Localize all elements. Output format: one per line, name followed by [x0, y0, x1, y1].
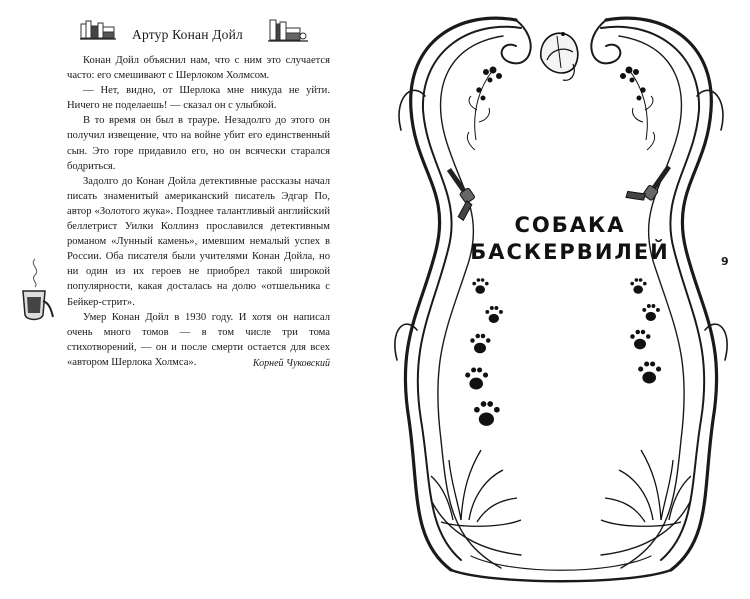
art-nouveau-frame	[391, 0, 731, 585]
book-title-line-2: БАСКЕРВИЛЕЙ	[470, 240, 670, 264]
body-text	[67, 53, 330, 370]
page-number: 9	[721, 255, 729, 268]
byline: Корней Чуковский	[252, 358, 330, 369]
book-title	[470, 212, 670, 266]
tobacco-pipe-icon	[15, 255, 55, 327]
paw-print-icon	[465, 278, 661, 426]
paragraph: В то время он был в трауре. Незадолго до этого он получил извещение, что на войне убит его единственный сын. Это горе придавило его, но он всячески старался бодриться.	[67, 115, 330, 172]
deerstalker-hat-icon	[541, 32, 578, 80]
grass-tuft-icon	[431, 450, 691, 526]
right-page	[375, 0, 750, 599]
book-title-line-1: СОБАКА	[514, 213, 626, 237]
running-head	[0, 26, 375, 44]
paragraph: Задолго до Конан Дойла детективные рассказы начал писать знаменитый американский писатель Эдгар По, автор «Золотого жука». Позднее талантливый английский беллетрист Уилки Коллинз прославился детективным романом «Лунный камень», имевшим немалый успех в России. Оба писателя были учителями Конан Дойла, но ни один из их героев не приобрел такой широкой популярности, какая досталась на долю «отшельника с Бейкер-стрит».	[67, 175, 330, 308]
paragraph: — Нет, видно, от Шерлока мне никуда не уйти. Ничего не поделаешь! — сказал он с улыбкой.	[67, 85, 330, 112]
paragraph: Умер Конан Дойл в 1930 году. И хотя он написал очень много томов — в том числе три тома стихотворений, — он и после смерти остается для всех «автором Шерлока Холмса».	[67, 311, 330, 368]
revolver-icon	[624, 155, 673, 210]
books-ornament-icon	[268, 18, 308, 42]
running-head-title: Артур Конан Дойл	[132, 27, 243, 42]
paragraph: Конан Дойл объяснил нам, что с ним это случается часто: его смешивают с Шерлоком Холмсом.	[67, 55, 330, 82]
